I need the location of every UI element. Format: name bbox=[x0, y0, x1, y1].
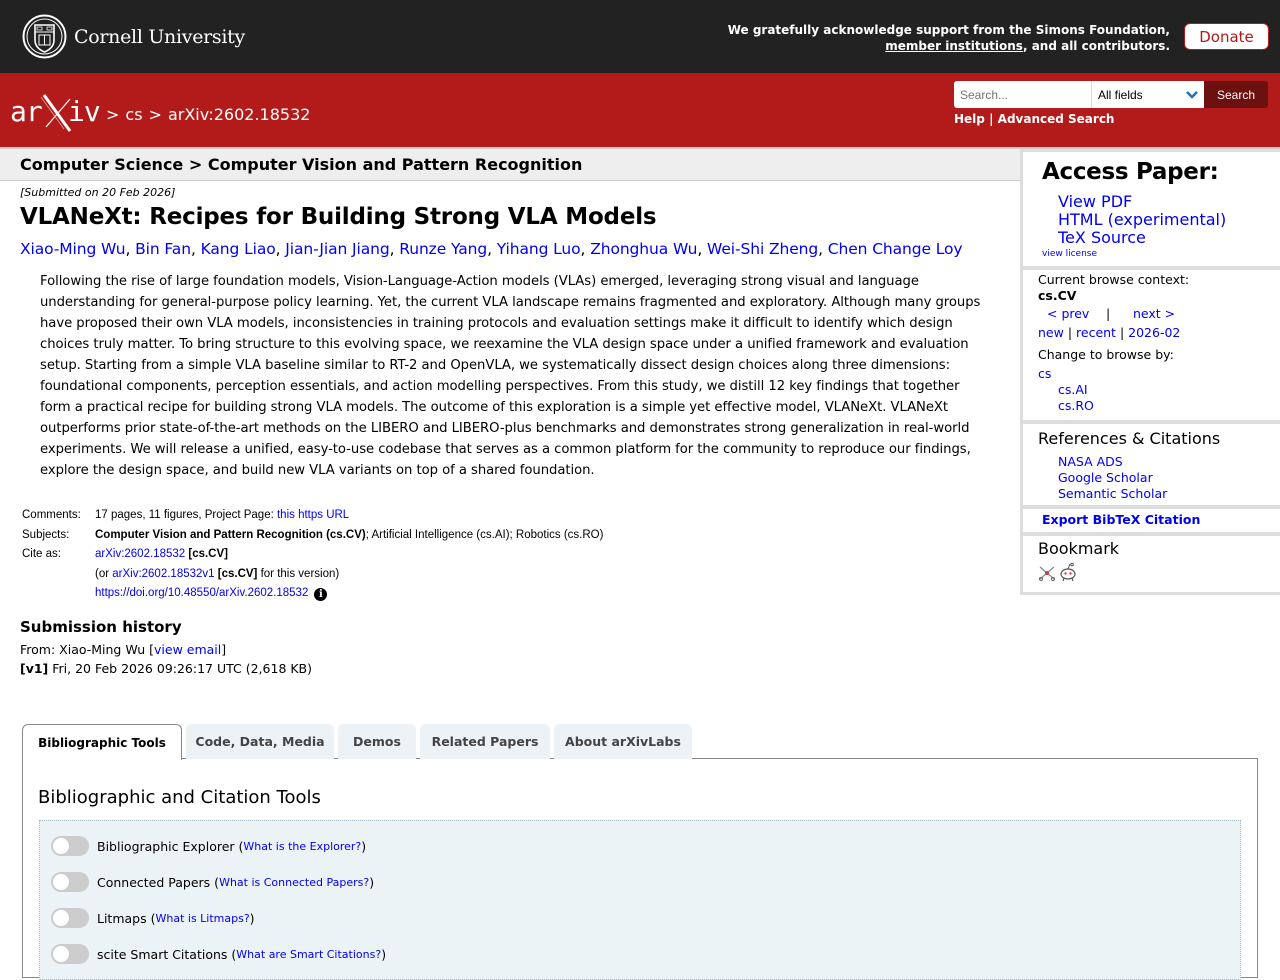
reddit-icon[interactable] bbox=[1059, 562, 1077, 582]
arxiv-logo-link[interactable] bbox=[10, 91, 102, 133]
tool-help-link[interactable]: What are Smart Citations? bbox=[236, 947, 382, 961]
author-link[interactable]: Kang Liao bbox=[200, 240, 276, 258]
view-license-link[interactable]: view license bbox=[1042, 249, 1098, 259]
cornell-header bbox=[0, 0, 1280, 73]
view-email-link[interactable]: view email bbox=[154, 641, 222, 657]
search-form bbox=[954, 81, 1268, 108]
browse-links-row: new | recent | 2026-02 bbox=[1038, 325, 1181, 340]
tool-help-link[interactable]: What is Litmaps? bbox=[155, 911, 250, 925]
tool-row-scite: scite Smart Citations ( What are Smart Citations? ) bbox=[51, 944, 386, 964]
panel-title: Bibliographic and Citation Tools bbox=[38, 787, 321, 808]
project-page-link[interactable]: this https URL bbox=[276, 509, 350, 521]
search-help-links bbox=[954, 112, 1114, 126]
tool-help-link[interactable]: What is Connected Papers? bbox=[219, 875, 370, 889]
support-acknowledgement bbox=[728, 22, 1170, 54]
doi-value bbox=[95, 584, 327, 604]
submission-history-title: Submission history bbox=[20, 617, 182, 636]
bracket-close: ] bbox=[221, 641, 227, 657]
support-suffix: , and all contributors. bbox=[1022, 39, 1170, 53]
author-link[interactable]: Zhonghua Wu bbox=[590, 240, 698, 258]
chevron-down-icon bbox=[1186, 91, 1198, 99]
tool-row-litmaps: Litmaps ( What is Litmaps? ) bbox=[51, 908, 255, 928]
author-list: Xiao-Ming Wu, Bin Fan, Kang Liao, Jian-Jian Jiang, Runze Yang, Yihang Luo, Zhonghua Wu, Wei-Shi Zheng, Chen Change Loy bbox=[20, 240, 963, 258]
author-link[interactable]: Chen Change Loy bbox=[827, 240, 963, 258]
cite-or-prefix: (or bbox=[95, 567, 113, 580]
cite-id-link[interactable]: arXiv:2602.18532 bbox=[95, 548, 186, 560]
cite-label: Cite as: bbox=[22, 548, 61, 560]
subject-header: Computer Science > Computer Vision and Pattern Recognition bbox=[0, 149, 1020, 181]
paper-title: VLANeXt: Recipes for Building Strong VLA Models bbox=[20, 204, 657, 230]
tool-name: Litmaps bbox=[97, 910, 147, 926]
arxiv-logo-icon bbox=[10, 91, 102, 133]
comments-value bbox=[95, 506, 349, 526]
abstract: Following the rise of large foundation models, Vision-Language-Action models (VLAs) emerged, leveraging strong visual and language understanding for general-purpose policy learning. Yet, the current VLA landscape remains fragmented and exploratory. Although many groups have proposed their own VLA models, inconsistencies in training protocols and evaluation settings make it difficult to identify which design choices truly matter. To bring structure to this evolving space, we reexamine the VLA design space under a unified framework and evaluation setup. Starting from a simple VLA baseline similar to RT-2 and OpenVLA, we systematically dissect design choices along three dimensions: foundational components, perception essentials, and action modelling perspectives. From this study, we distill 12 key findings that together form a practical recipe for building strong VLA models. The outcome of this exploration is a simple yet effective model, VLANeXt. VLANeXt outperforms prior state-of-the-art methods on the LIBERO and LIBERO-plus benchmarks and demonstrates strong generalization in real-world experiments. We will release a unified, easy-to-use codebase that serves as a common platform for the community to reproduce our findings, explore the design space, and build new VLA variants on top of a shared foundation. bbox=[40, 274, 981, 478]
search-field-value: All fields bbox=[1098, 87, 1143, 102]
empty-label bbox=[20, 565, 95, 585]
institution-name: Cornell University bbox=[74, 25, 245, 48]
version-link[interactable]: [v1] bbox=[20, 661, 49, 676]
breadcrumb bbox=[106, 105, 310, 124]
tab-demos[interactable]: Demos bbox=[338, 724, 416, 759]
tab-related-papers[interactable]: Related Papers bbox=[420, 724, 550, 759]
doi-link[interactable]: https://doi.org/10.48550/arXiv.2602.18532 bbox=[95, 587, 309, 599]
breadcrumb-separator: > bbox=[148, 105, 162, 124]
support-line-1: We gratefully acknowledge support from the Simons Foundation, bbox=[727, 23, 1170, 37]
google-scholar-link[interactable]: Google Scholar bbox=[1058, 470, 1153, 485]
breadcrumb-separator: > bbox=[106, 105, 120, 124]
subjects-label: Subjects: bbox=[22, 528, 70, 541]
change-browse-label: Change to browse by: bbox=[1038, 347, 1174, 362]
main-content bbox=[0, 149, 1020, 679]
submission-history bbox=[20, 640, 1020, 679]
new-link[interactable]: new bbox=[1038, 325, 1064, 340]
browse-context-value: cs.CV bbox=[1038, 288, 1077, 303]
tab-about-arxivlabs[interactable]: About arXivLabs bbox=[554, 724, 692, 759]
help-link[interactable]: Help bbox=[954, 112, 985, 126]
toggle-switch[interactable] bbox=[51, 908, 89, 928]
toggle-switch[interactable] bbox=[51, 872, 89, 892]
author-link[interactable]: Runze Yang bbox=[399, 240, 488, 258]
references-title: References & Citations bbox=[1038, 429, 1221, 448]
cite-version-value bbox=[95, 565, 339, 585]
cornell-seal-icon bbox=[22, 14, 67, 59]
cite-version-row bbox=[20, 565, 1020, 585]
tool-name: scite Smart Citations bbox=[97, 946, 228, 962]
nasa-ads-link[interactable]: NASA ADS bbox=[1058, 454, 1123, 469]
subjects-value bbox=[95, 526, 603, 546]
author-link[interactable]: Wei-Shi Zheng bbox=[707, 240, 819, 258]
prev-link[interactable]: < prev bbox=[1047, 306, 1090, 321]
cite-version-category: [cs.CV] bbox=[217, 567, 258, 580]
doi-row bbox=[20, 584, 1020, 604]
arxiv-header bbox=[0, 73, 1280, 149]
secondary-subjects: ; Artificial Intelligence (cs.AI); Robotics (cs.RO) bbox=[365, 528, 604, 541]
access-paper-title: Access Paper: bbox=[1042, 159, 1219, 185]
author-link[interactable]: Yihang Luo bbox=[496, 240, 581, 258]
cite-version-suffix: for this version) bbox=[257, 567, 340, 580]
labs-tabs bbox=[22, 724, 692, 760]
cite-version-link[interactable]: arXiv:2602.18532v1 bbox=[112, 567, 215, 580]
tool-row-bibliographic-explorer: Bibliographic Explorer ( What is the Explorer? ) bbox=[51, 836, 366, 856]
svg-text:ar: ar bbox=[10, 95, 42, 128]
search-input[interactable] bbox=[954, 81, 1091, 108]
author-link[interactable]: Xiao-Ming Wu bbox=[20, 240, 126, 258]
tab-code-data-media[interactable]: Code, Data, Media bbox=[186, 724, 334, 759]
version-line bbox=[20, 659, 1020, 679]
author-link[interactable]: Jian-Jian Jiang bbox=[285, 240, 390, 258]
advanced-search-link[interactable]: Advanced Search bbox=[997, 112, 1115, 126]
tex-source-link[interactable]: TeX Source bbox=[1058, 228, 1146, 247]
bibsonomy-icon[interactable] bbox=[1038, 564, 1056, 582]
author-link[interactable]: Bin Fan bbox=[135, 240, 191, 258]
cite-row bbox=[20, 545, 1020, 565]
browse-context-label: Current browse context: bbox=[1038, 272, 1190, 287]
comments-row bbox=[20, 506, 1020, 526]
cite-value bbox=[95, 545, 228, 565]
nav-separator: | bbox=[1106, 306, 1111, 321]
html-experimental-link[interactable]: HTML (experimental) bbox=[1058, 210, 1227, 229]
submitter-text: From: Xiao-Ming Wu [ bbox=[20, 641, 155, 657]
recent-link[interactable]: recent bbox=[1076, 325, 1116, 340]
toggle-switch[interactable] bbox=[51, 944, 89, 964]
submitter-line bbox=[20, 640, 1020, 660]
cite-category: [cs.CV] bbox=[188, 548, 228, 560]
tool-name: Bibliographic Explorer bbox=[97, 838, 235, 854]
donate-button[interactable]: Donate bbox=[1184, 23, 1269, 50]
bookmark-title: Bookmark bbox=[1038, 539, 1120, 558]
subjects-row bbox=[20, 526, 1020, 546]
comments-text: 17 pages, 11 figures, Project Page: bbox=[95, 509, 277, 521]
support-line-2 bbox=[728, 38, 1170, 54]
breadcrumb-cs[interactable]: cs bbox=[125, 105, 143, 124]
next-link[interactable]: next > bbox=[1133, 306, 1176, 321]
search-button[interactable]: Search bbox=[1204, 81, 1268, 108]
empty-label bbox=[20, 584, 95, 604]
view-pdf-link[interactable]: View PDF bbox=[1058, 192, 1133, 211]
tool-name: Connected Papers bbox=[97, 874, 211, 890]
svg-text:iv: iv bbox=[68, 95, 100, 128]
browse-cs-link[interactable]: cs bbox=[1038, 366, 1052, 381]
comments-label: Comments: bbox=[22, 509, 81, 521]
version-date: Fri, 20 Feb 2026 09:26:17 UTC (2,618 KB) bbox=[48, 661, 313, 676]
tool-help-link[interactable]: What is the Explorer? bbox=[243, 839, 362, 853]
month-link[interactable]: 2026-02 bbox=[1128, 325, 1181, 340]
search-field-select[interactable] bbox=[1091, 81, 1204, 108]
toggle-switch[interactable] bbox=[51, 836, 89, 856]
browse-cs-ai-link[interactable]: cs.AI bbox=[1058, 382, 1088, 397]
submission-dateline: [Submitted on 20 Feb 2026] bbox=[20, 186, 176, 199]
link-separator: | bbox=[989, 112, 994, 126]
tool-row-connected-papers: Connected Papers ( What is Connected Papers? ) bbox=[51, 872, 374, 892]
browse-cs-ro-link[interactable]: cs.RO bbox=[1058, 398, 1094, 413]
metadata-table bbox=[20, 506, 1020, 604]
breadcrumb-paper-id: arXiv:2602.18532 bbox=[167, 105, 311, 124]
member-institutions-link[interactable]: member institutions bbox=[885, 39, 1023, 53]
cornell-logo-link[interactable] bbox=[22, 14, 245, 59]
export-bibtex-link[interactable]: Export BibTeX Citation bbox=[1042, 512, 1201, 527]
primary-subject: Computer Vision and Pattern Recognition (cs.CV) bbox=[95, 528, 366, 541]
tab-bibliographic-tools[interactable]: Bibliographic Tools bbox=[22, 724, 182, 760]
info-icon[interactable]: i bbox=[314, 588, 327, 601]
semantic-scholar-link[interactable]: Semantic Scholar bbox=[1058, 486, 1168, 501]
